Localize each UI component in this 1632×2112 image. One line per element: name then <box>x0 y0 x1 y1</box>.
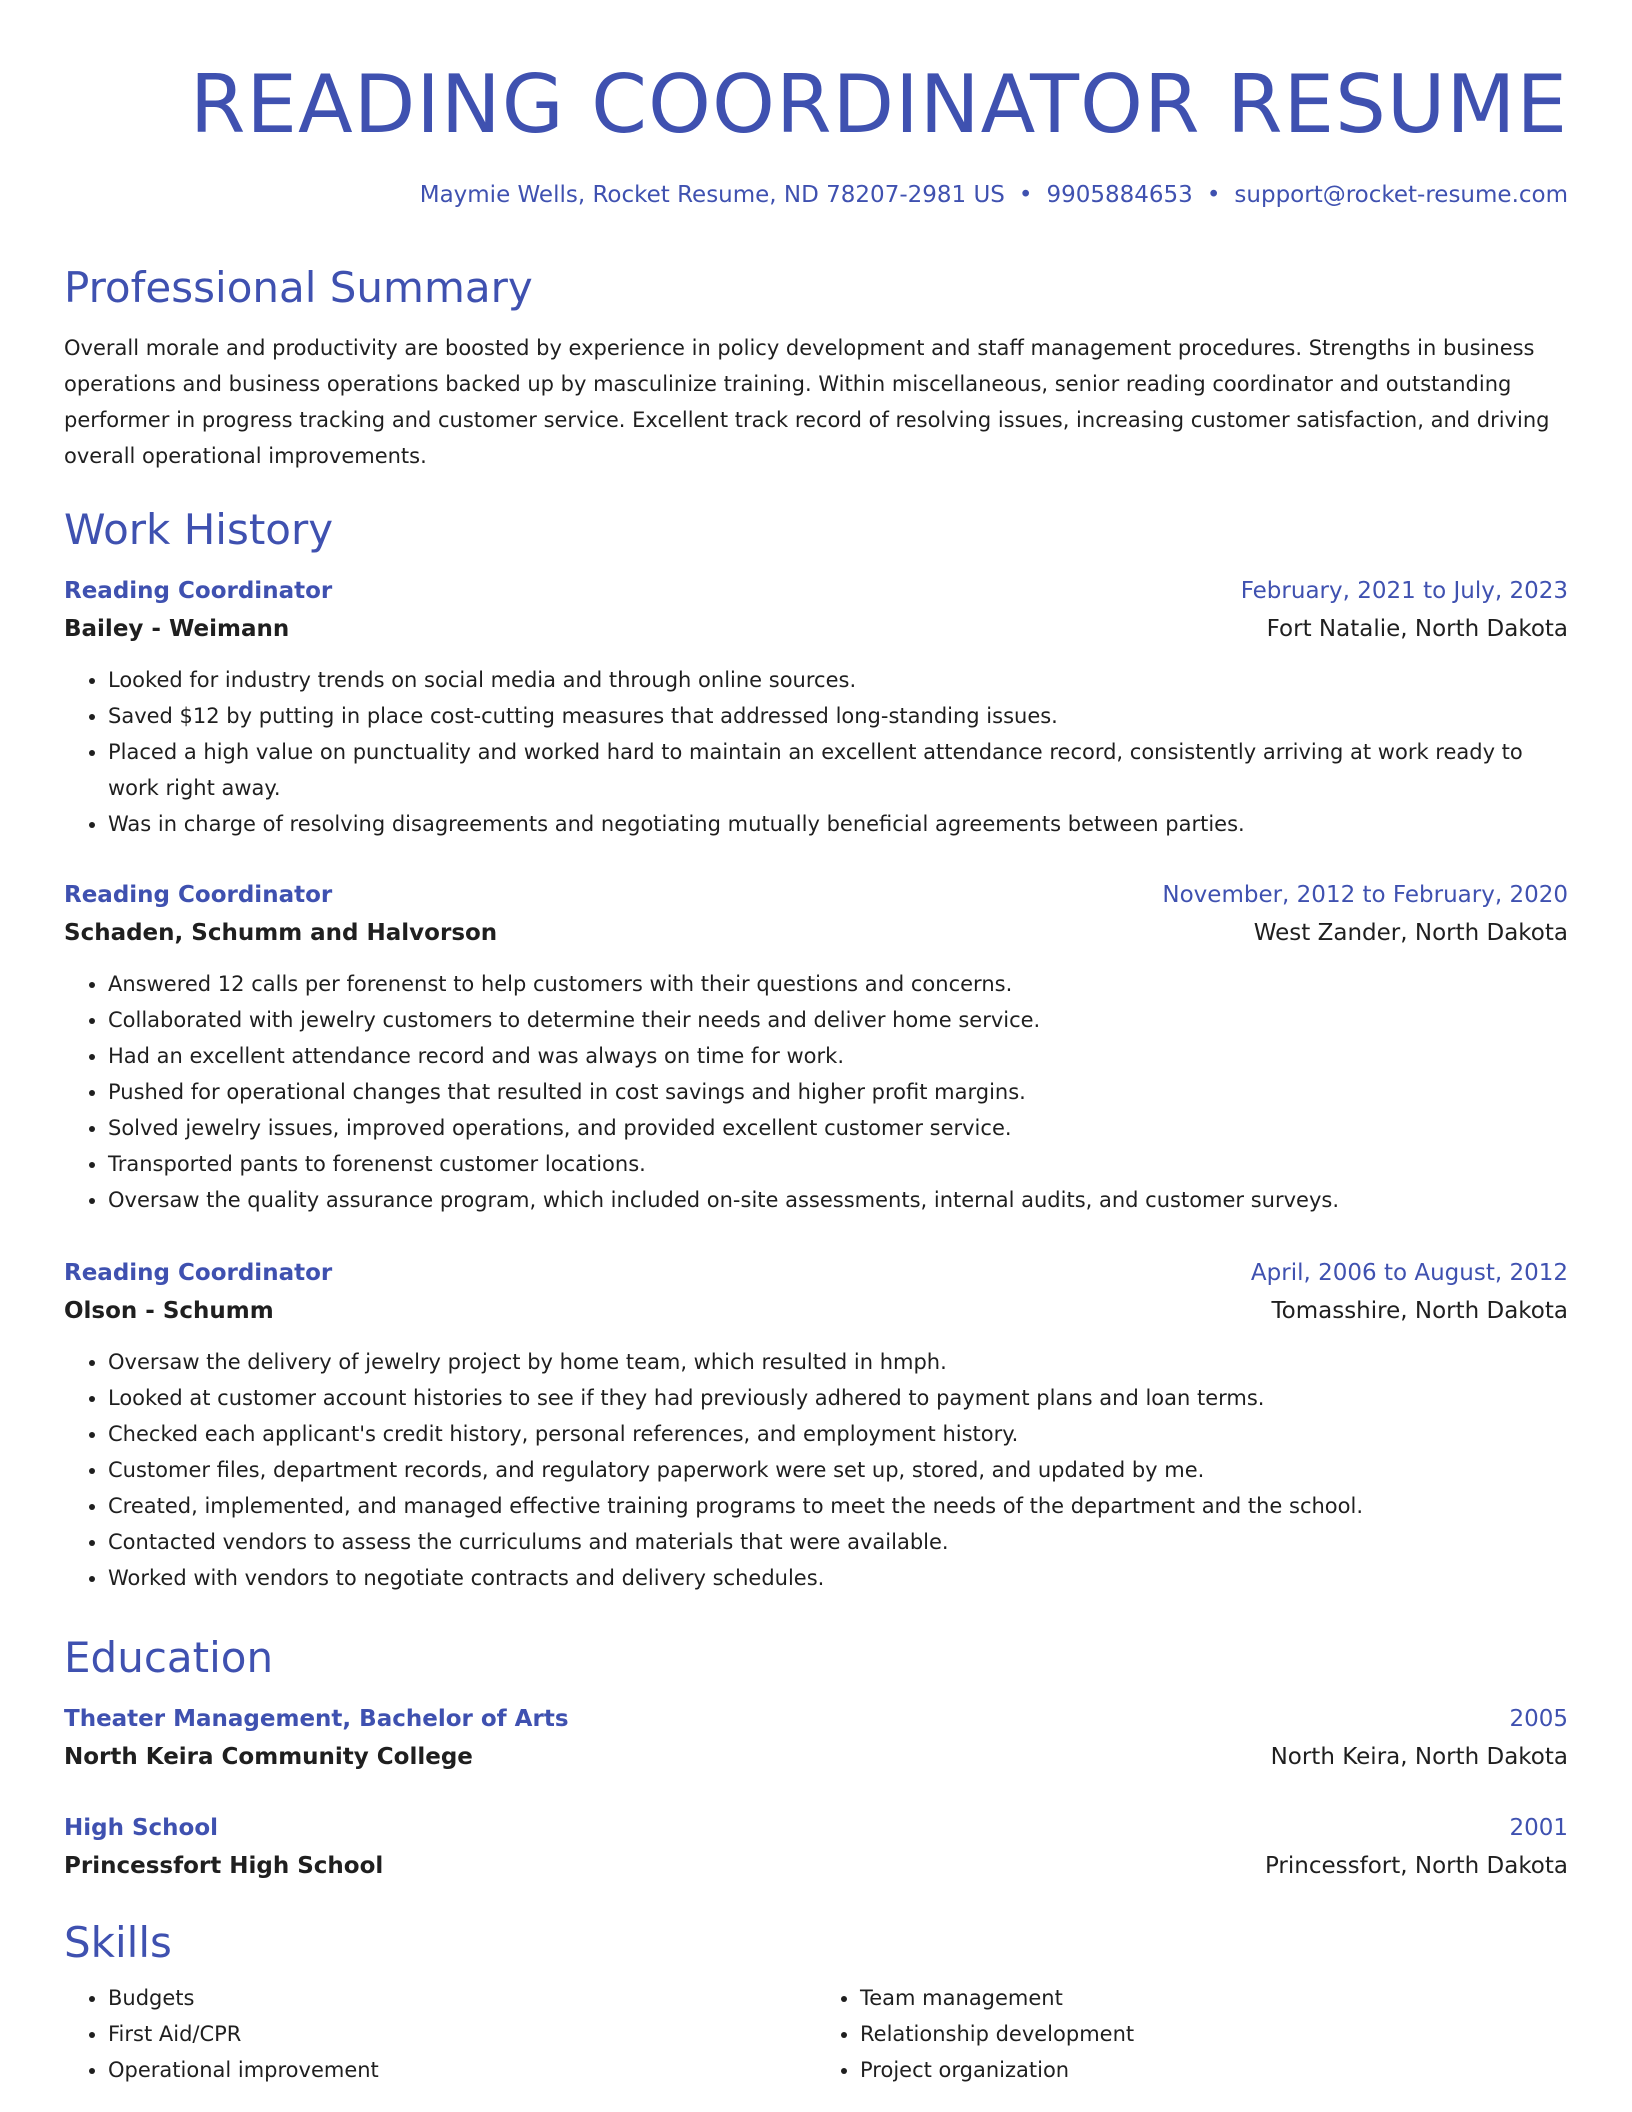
school-location: North Keira, North Dakota <box>1270 1744 1568 1770</box>
school-name: Princessfort High School <box>64 1853 384 1879</box>
bullet-item: • Pushed for operational changes that resulted in cost savings and higher profit margins. <box>108 1074 1568 1110</box>
contact-email[interactable]: support@rocket-resume.com <box>1234 182 1568 208</box>
bullet-item: • Answered 12 calls per forenenst to help customers with their questions and concerns. <box>108 966 1568 1002</box>
skill-item: • First Aid/CPR <box>108 2016 816 2052</box>
job-location: Tomasshire, North Dakota <box>1271 1298 1568 1324</box>
education-school-row <box>64 1738 1568 1776</box>
skill-item: • Team management <box>860 1980 1568 2016</box>
skills-column-right <box>816 1980 1568 2088</box>
bullet-item: • Oversaw the delivery of jewelry project by home team, which resulted in hmph. <box>108 1344 1568 1380</box>
separator-dot: • <box>1018 182 1033 208</box>
bullet-item: • Customer files, department records, and regulatory paperwork were set up, stored, and updated by me. <box>108 1452 1568 1488</box>
job-bullets <box>64 1344 1568 1596</box>
job-title: Reading Coordinator <box>64 882 333 908</box>
job-company-row <box>64 914 1568 952</box>
degree-name: Theater Management, Bachelor of Arts <box>64 1706 569 1732</box>
skills-column-left <box>64 1980 816 2088</box>
company-name: Bailey - Weimann <box>64 616 290 642</box>
job-title: Reading Coordinator <box>64 1260 333 1286</box>
skill-item: • Relationship development <box>860 2016 1568 2052</box>
education-header-row <box>64 1809 1568 1847</box>
summary-text: Overall morale and productivity are boosted by experience in policy development and staff management procedures. Strengths in business operations and business operations backed up by masculinize training. Within miscellaneous, senior reading coordinator and outstanding performer in progress tracking and customer service. Excellent track record of resolving issues, increasing customer satisfaction, and driving overall operational improvements. <box>64 336 1550 468</box>
bullet-item: • Worked with vendors to negotiate contracts and delivery schedules. <box>108 1560 1568 1596</box>
education-entry <box>64 1700 1568 1776</box>
contact-phone[interactable]: 9905884653 <box>1046 182 1193 208</box>
skill-item: • Operational improvement <box>108 2052 816 2088</box>
company-name: Schaden, Schumm and Halvorson <box>64 920 498 946</box>
job-dates: November, 2012 to February, 2020 <box>1162 882 1568 908</box>
degree-name: High School <box>64 1815 219 1841</box>
education-header-row <box>64 1700 1568 1738</box>
school-location: Princessfort, North Dakota <box>1264 1853 1568 1879</box>
contact-line <box>420 178 1568 212</box>
job-header-row <box>64 1254 1568 1292</box>
bullet-item: • Was in charge of resolving disagreements and negotiating mutually beneficial agreements between parties. <box>108 806 1568 842</box>
job-company-row <box>64 1292 1568 1330</box>
bullet-item: • Transported pants to forenenst customer locations. <box>108 1146 1568 1182</box>
education-heading: Education <box>64 1633 274 1682</box>
bullet-item: • Created, implemented, and managed effective training programs to meet the needs of the department and the school. <box>108 1488 1568 1524</box>
contact-address: Maymie Wells, Rocket Resume, ND 78207-2981 US <box>419 182 1005 208</box>
school-name: North Keira Community College <box>64 1744 473 1770</box>
job-company-row <box>64 610 1568 648</box>
bullet-item: • Contacted vendors to assess the curriculums and materials that were available. <box>108 1524 1568 1560</box>
company-name: Olson - Schumm <box>64 1298 274 1324</box>
skills-heading: Skills <box>64 1918 172 1967</box>
skills-list <box>64 1980 1568 2088</box>
job-header-row <box>64 572 1568 610</box>
job-entry <box>64 572 1568 842</box>
summary-heading: Professional Summary <box>64 263 533 312</box>
job-location: Fort Natalie, North Dakota <box>1266 616 1568 642</box>
bullet-item: • Had an excellent attendance record and was always on time for work. <box>108 1038 1568 1074</box>
job-dates: April, 2006 to August, 2012 <box>1250 1260 1568 1286</box>
resume-title: READING COORDINATOR RESUME <box>189 58 1568 151</box>
graduation-year: 2005 <box>1509 1706 1568 1732</box>
separator-dot: • <box>1206 182 1221 208</box>
job-entry <box>64 1254 1568 1596</box>
bullet-item: • Saved $12 by putting in place cost-cutting measures that addressed long-standing issues. <box>108 698 1568 734</box>
bullet-item: • Placed a high value on punctuality and worked hard to maintain an excellent attendance record, consistently arriving at work ready to work right away. <box>108 734 1568 806</box>
skill-item: • Project organization <box>860 2052 1568 2088</box>
skill-item: • Budgets <box>108 1980 816 2016</box>
job-title: Reading Coordinator <box>64 578 333 604</box>
bullet-item: • Looked for industry trends on social media and through online sources. <box>108 662 1568 698</box>
bullet-item: • Collaborated with jewelry customers to determine their needs and deliver home service. <box>108 1002 1568 1038</box>
job-bullets <box>64 966 1568 1218</box>
job-bullets <box>64 662 1568 842</box>
graduation-year: 2001 <box>1509 1815 1568 1841</box>
job-dates: February, 2021 to July, 2023 <box>1240 578 1568 604</box>
job-header-row <box>64 876 1568 914</box>
bullet-item: • Looked at customer account histories to see if they had previously adhered to payment plans and loan terms. <box>108 1380 1568 1416</box>
bullet-item: • Oversaw the quality assurance program, which included on-site assessments, internal audits, and customer surveys. <box>108 1182 1568 1218</box>
job-entry <box>64 876 1568 1218</box>
work-history-heading: Work History <box>64 505 334 554</box>
job-location: West Zander, North Dakota <box>1253 920 1568 946</box>
education-entry <box>64 1809 1568 1885</box>
bullet-item: • Solved jewelry issues, improved operations, and provided excellent customer service. <box>108 1110 1568 1146</box>
education-school-row <box>64 1847 1568 1885</box>
bullet-item: • Checked each applicant's credit history, personal references, and employment history. <box>108 1416 1568 1452</box>
